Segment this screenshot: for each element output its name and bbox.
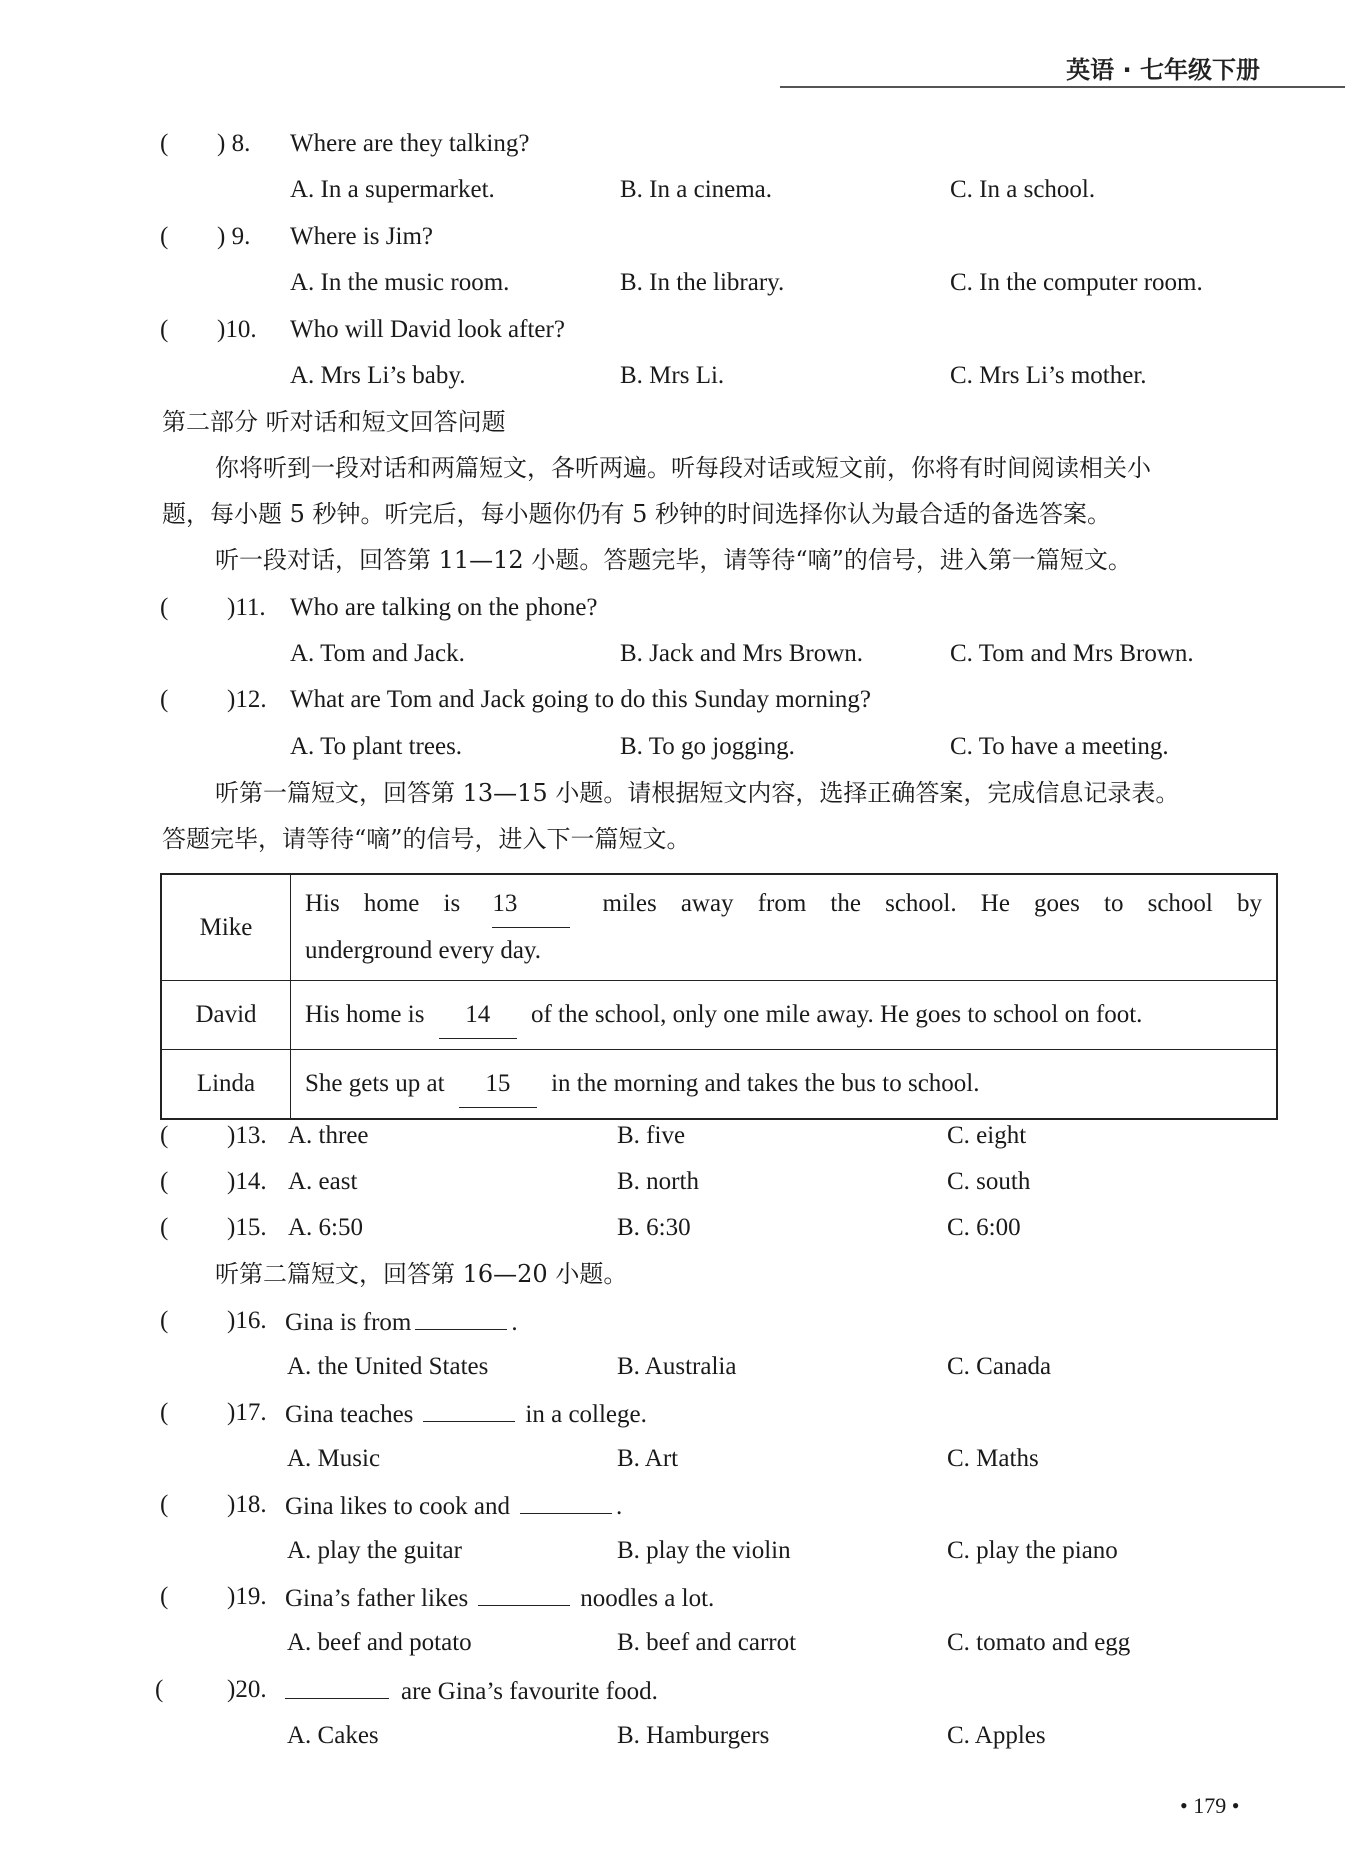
question-text: are Gina’s favourite food. [285, 1674, 658, 1708]
answer-blank [415, 1305, 507, 1330]
intro-paragraph-line1: 你将听到一段对话和两篇短文，各听两遍。听每段对话或短文前，你将有时间阅读相关小 [215, 454, 1151, 482]
answer-paren: ( [160, 1307, 169, 1334]
option-a: A. 6:50 [288, 1214, 363, 1241]
answer-blank [285, 1674, 389, 1699]
blank-13: 13 [492, 881, 570, 928]
option-b: B. In a cinema. [620, 176, 773, 203]
option-c: C. Mrs Li’s mother. [950, 362, 1147, 389]
question-number: )18. [227, 1491, 267, 1518]
option-b: B. north [617, 1168, 699, 1195]
option-a: A. beef and potato [287, 1629, 472, 1656]
option-a: A. Music [287, 1445, 381, 1472]
option-c: C. To have a meeting. [950, 733, 1169, 760]
answer-paren: ( [160, 1214, 169, 1241]
answer-paren: ( [160, 1583, 169, 1610]
question-text: Who will David look after? [290, 316, 565, 343]
option-b: B. beef and carrot [617, 1629, 797, 1656]
answer-paren: ( [160, 316, 169, 343]
question-number: )11. [227, 594, 266, 621]
table-row-mike [161, 874, 1277, 981]
question-text: Who are talking on the phone? [290, 594, 598, 621]
option-c: C. Tom and Mrs Brown. [950, 640, 1194, 667]
option-a: A. three [288, 1122, 369, 1149]
info-line2: underground every day. [305, 937, 542, 964]
answer-paren: ( [160, 1168, 169, 1195]
option-c: C. south [947, 1168, 1031, 1195]
option-c: C. Canada [947, 1353, 1052, 1380]
option-b: B. Hamburgers [617, 1722, 770, 1749]
question-number: )13. [227, 1122, 267, 1149]
option-b: B. Jack and Mrs Brown. [620, 640, 864, 667]
option-c: C. Apples [947, 1722, 1046, 1749]
option-a: A. east [288, 1168, 358, 1195]
passage1-instructions-line1: 听第一篇短文，回答第 13—15 小题。请根据短文内容，选择正确答案，完成信息记录表。 [215, 779, 1180, 807]
answer-paren: ( [160, 1491, 169, 1518]
page-number: • 179 • [1180, 1793, 1240, 1818]
option-c: C. eight [947, 1122, 1027, 1149]
blank-14: 14 [439, 992, 517, 1039]
info-text: She gets up at [305, 1069, 445, 1097]
info-text: in the morning and takes the bus to school. [551, 1069, 980, 1097]
option-a: A. Cakes [287, 1722, 379, 1749]
option-c: C. In the computer room. [950, 269, 1203, 296]
question-text: Where are they talking? [290, 130, 530, 157]
answer-paren: ( [160, 1399, 169, 1426]
option-c: C. play the piano [947, 1537, 1118, 1564]
option-a: A. play the guitar [287, 1537, 462, 1564]
option-b: B. Art [617, 1445, 679, 1472]
header-rule [780, 86, 1345, 88]
dialog-instructions: 听一段对话，回答第 11—12 小题。答题完毕，请等待“嘀”的信号，进入第一篇短文。 [215, 546, 1132, 574]
passage1-instructions-line2: 答题完毕，请等待“嘀”的信号，进入下一篇短文。 [162, 825, 691, 853]
info-text: miles away from the school. He goes to school by [602, 890, 1263, 917]
answer-paren: ( [160, 130, 169, 157]
question-number: ) 9. [217, 223, 251, 250]
question-text: Gina is from . [285, 1305, 518, 1339]
question-number: )20. [227, 1676, 267, 1703]
answer-paren: ( [160, 686, 169, 713]
option-a: A. the United States [287, 1353, 489, 1380]
question-number: )19. [227, 1583, 267, 1610]
name-cell: Linda [161, 1050, 291, 1120]
info-line1 [305, 881, 1262, 928]
name-cell: David [161, 981, 291, 1050]
passage2-instructions: 听第二篇短文，回答第 16—20 小题。 [215, 1260, 628, 1288]
option-c: C. tomato and egg [947, 1629, 1131, 1656]
answer-paren: ( [160, 1122, 169, 1149]
info-cell [291, 874, 1278, 981]
option-c: C. In a school. [950, 176, 1096, 203]
option-a: A. In a supermarket. [290, 176, 495, 203]
answer-blank [423, 1397, 515, 1422]
info-cell [291, 981, 1278, 1050]
option-b: B. Mrs Li. [620, 362, 725, 389]
answer-paren: ( [160, 223, 169, 250]
question-text: Gina likes to cook and . [285, 1489, 622, 1523]
intro-paragraph-line2: 题，每小题 5 秒钟。听完后，每小题你仍有 5 秒钟的时间选择你认为最合适的备选答案。 [162, 500, 1112, 528]
option-a: A. To plant trees. [290, 733, 463, 760]
table-row-david [161, 981, 1277, 1050]
blank-15: 15 [459, 1061, 537, 1108]
question-number: )15. [227, 1214, 267, 1241]
option-b: B. Australia [617, 1353, 737, 1380]
option-a: A. In the music room. [290, 269, 510, 296]
option-b: B. play the violin [617, 1537, 791, 1564]
option-b: B. five [617, 1122, 686, 1149]
question-text: Where is Jim? [290, 223, 434, 250]
answer-paren: ( [155, 1676, 164, 1703]
option-b: B. To go jogging. [620, 733, 795, 760]
question-text: Gina teaches in a college. [285, 1397, 647, 1431]
question-number: )12. [227, 686, 267, 713]
option-b: B. In the library. [620, 269, 785, 296]
table-row-linda [161, 1050, 1277, 1120]
question-number: )14. [227, 1168, 267, 1195]
question-number: )17. [227, 1399, 267, 1426]
page-header-title: 英语 · 七年级下册 [1066, 56, 1260, 84]
question-text: What are Tom and Jack going to do this Sunday morning? [290, 686, 872, 713]
option-c: C. 6:00 [947, 1214, 1021, 1241]
info-text: His home is [305, 890, 461, 917]
option-b: B. 6:30 [617, 1214, 691, 1241]
info-record-table [160, 873, 1278, 1120]
info-text: of the school, only one mile away. He goes to school on foot. [530, 1000, 1143, 1028]
info-text: His home is [305, 1000, 425, 1028]
info-cell [291, 1050, 1278, 1120]
question-number: )16. [227, 1307, 267, 1334]
option-a: A. Mrs Li’s baby. [290, 362, 466, 389]
question-text: Gina’s father likes noodles a lot. [285, 1581, 714, 1615]
option-a: A. Tom and Jack. [290, 640, 465, 667]
answer-blank [520, 1489, 612, 1514]
question-number: )10. [217, 316, 257, 343]
answer-blank [478, 1581, 570, 1606]
section-title: 第二部分 听对话和短文回答问题 [162, 408, 506, 436]
name-cell: Mike [161, 874, 291, 981]
question-number: ) 8. [217, 130, 251, 157]
answer-paren: ( [160, 594, 169, 621]
option-c: C. Maths [947, 1445, 1039, 1472]
